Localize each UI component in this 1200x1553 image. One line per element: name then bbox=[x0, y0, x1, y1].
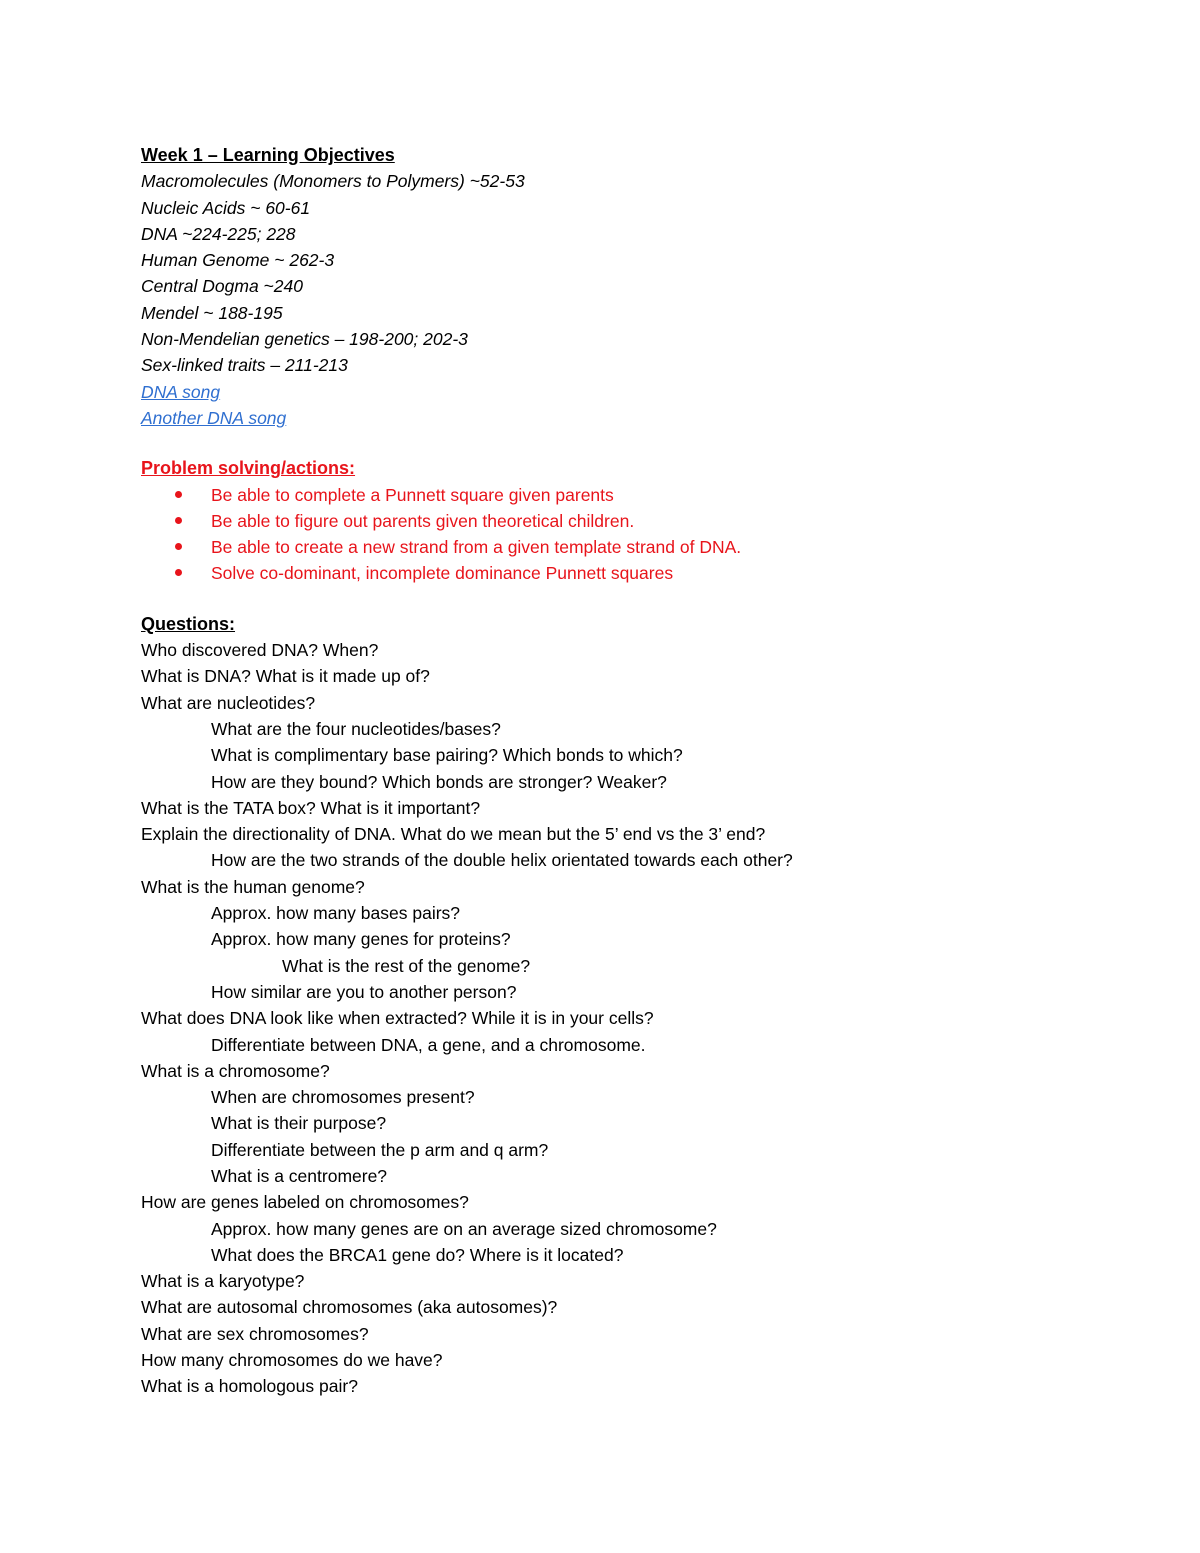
week-heading: Week 1 – Learning Objectives bbox=[141, 145, 395, 165]
reading-item: Human Genome ~ 262-3 bbox=[141, 250, 335, 271]
question-item: How are the two strands of the double helix orientated towards each other? bbox=[211, 850, 793, 871]
question-item: Differentiate between DNA, a gene, and a chromosome. bbox=[211, 1034, 646, 1055]
reading-item: Non-Mendelian genetics – 198-200; 202-3 bbox=[141, 329, 468, 350]
question-item: What is the human genome? bbox=[141, 876, 365, 897]
bullet-icon bbox=[175, 517, 182, 524]
question-item: Explain the directionality of DNA. What do we mean but the 5’ end vs the 3’ end? bbox=[141, 824, 766, 845]
reading-item: Sex-linked traits – 211-213 bbox=[141, 355, 348, 376]
question-item: Approx. how many bases pairs? bbox=[211, 903, 461, 924]
question-item: What is DNA? What is it made up of? bbox=[141, 666, 430, 687]
question-item: How are genes labeled on chromosomes? bbox=[141, 1192, 469, 1213]
bullet-icon bbox=[175, 543, 182, 550]
question-item: What is a homologous pair? bbox=[141, 1376, 358, 1397]
question-item: What are sex chromosomes? bbox=[141, 1323, 369, 1344]
question-item: What are the four nucleotides/bases? bbox=[211, 718, 501, 739]
bullet-icon bbox=[175, 569, 182, 576]
another-dna-song-link[interactable]: Another DNA song bbox=[141, 407, 287, 428]
question-item: How similar are you to another person? bbox=[211, 981, 517, 1002]
question-item: How many chromosomes do we have? bbox=[141, 1350, 443, 1371]
reading-item: Macromolecules (Monomers to Polymers) ~52-53 bbox=[141, 171, 525, 192]
document-page bbox=[141, 142, 1101, 1400]
question-item: What is the rest of the genome? bbox=[282, 955, 531, 976]
question-item: How are they bound? Which bonds are stronger? Weaker? bbox=[211, 771, 667, 792]
reading-item: DNA ~224-225; 228 bbox=[141, 223, 296, 244]
question-item: Approx. how many genes are on an average sized chromosome? bbox=[211, 1218, 717, 1239]
question-item: What is the TATA box? What is it important? bbox=[141, 797, 481, 818]
question-item: What are nucleotides? bbox=[141, 692, 316, 713]
list-item: Be able to create a new strand from a given template strand of DNA. bbox=[141, 534, 1101, 560]
list-item: Be able to figure out parents given theoretical children. bbox=[141, 508, 1101, 534]
list-item: Solve co-dominant, incomplete dominance Punnett squares bbox=[141, 560, 1101, 586]
question-item: What is complimentary base pairing? Which bonds to which? bbox=[211, 745, 683, 766]
question-item: Differentiate between the p arm and q arm? bbox=[211, 1139, 549, 1160]
list-item: Be able to complete a Punnett square given parents bbox=[141, 482, 1101, 508]
question-item: Who discovered DNA? When? bbox=[141, 640, 379, 661]
problem-list bbox=[141, 482, 1101, 587]
question-item: What is a chromosome? bbox=[141, 1060, 330, 1081]
reading-item: Nucleic Acids ~ 60-61 bbox=[141, 197, 311, 218]
question-item: What is a centromere? bbox=[211, 1165, 388, 1186]
question-item: What is their purpose? bbox=[211, 1113, 387, 1134]
reading-item: Central Dogma ~240 bbox=[141, 276, 303, 297]
question-item: What are autosomal chromosomes (aka autosomes)? bbox=[141, 1297, 558, 1318]
question-item: Approx. how many genes for proteins? bbox=[211, 929, 511, 950]
problem-heading: Problem solving/actions: bbox=[141, 458, 356, 479]
dna-song-link[interactable]: DNA song bbox=[141, 381, 221, 402]
question-item: When are chromosomes present? bbox=[211, 1087, 475, 1108]
question-item: What does DNA look like when extracted? While it is in your cells? bbox=[141, 1008, 654, 1029]
question-item: What does the BRCA1 gene do? Where is it located? bbox=[211, 1244, 624, 1265]
reading-item: Mendel ~ 188-195 bbox=[141, 302, 283, 323]
bullet-icon bbox=[175, 491, 182, 498]
questions-heading: Questions: bbox=[141, 613, 236, 634]
question-item: What is a karyotype? bbox=[141, 1271, 305, 1292]
